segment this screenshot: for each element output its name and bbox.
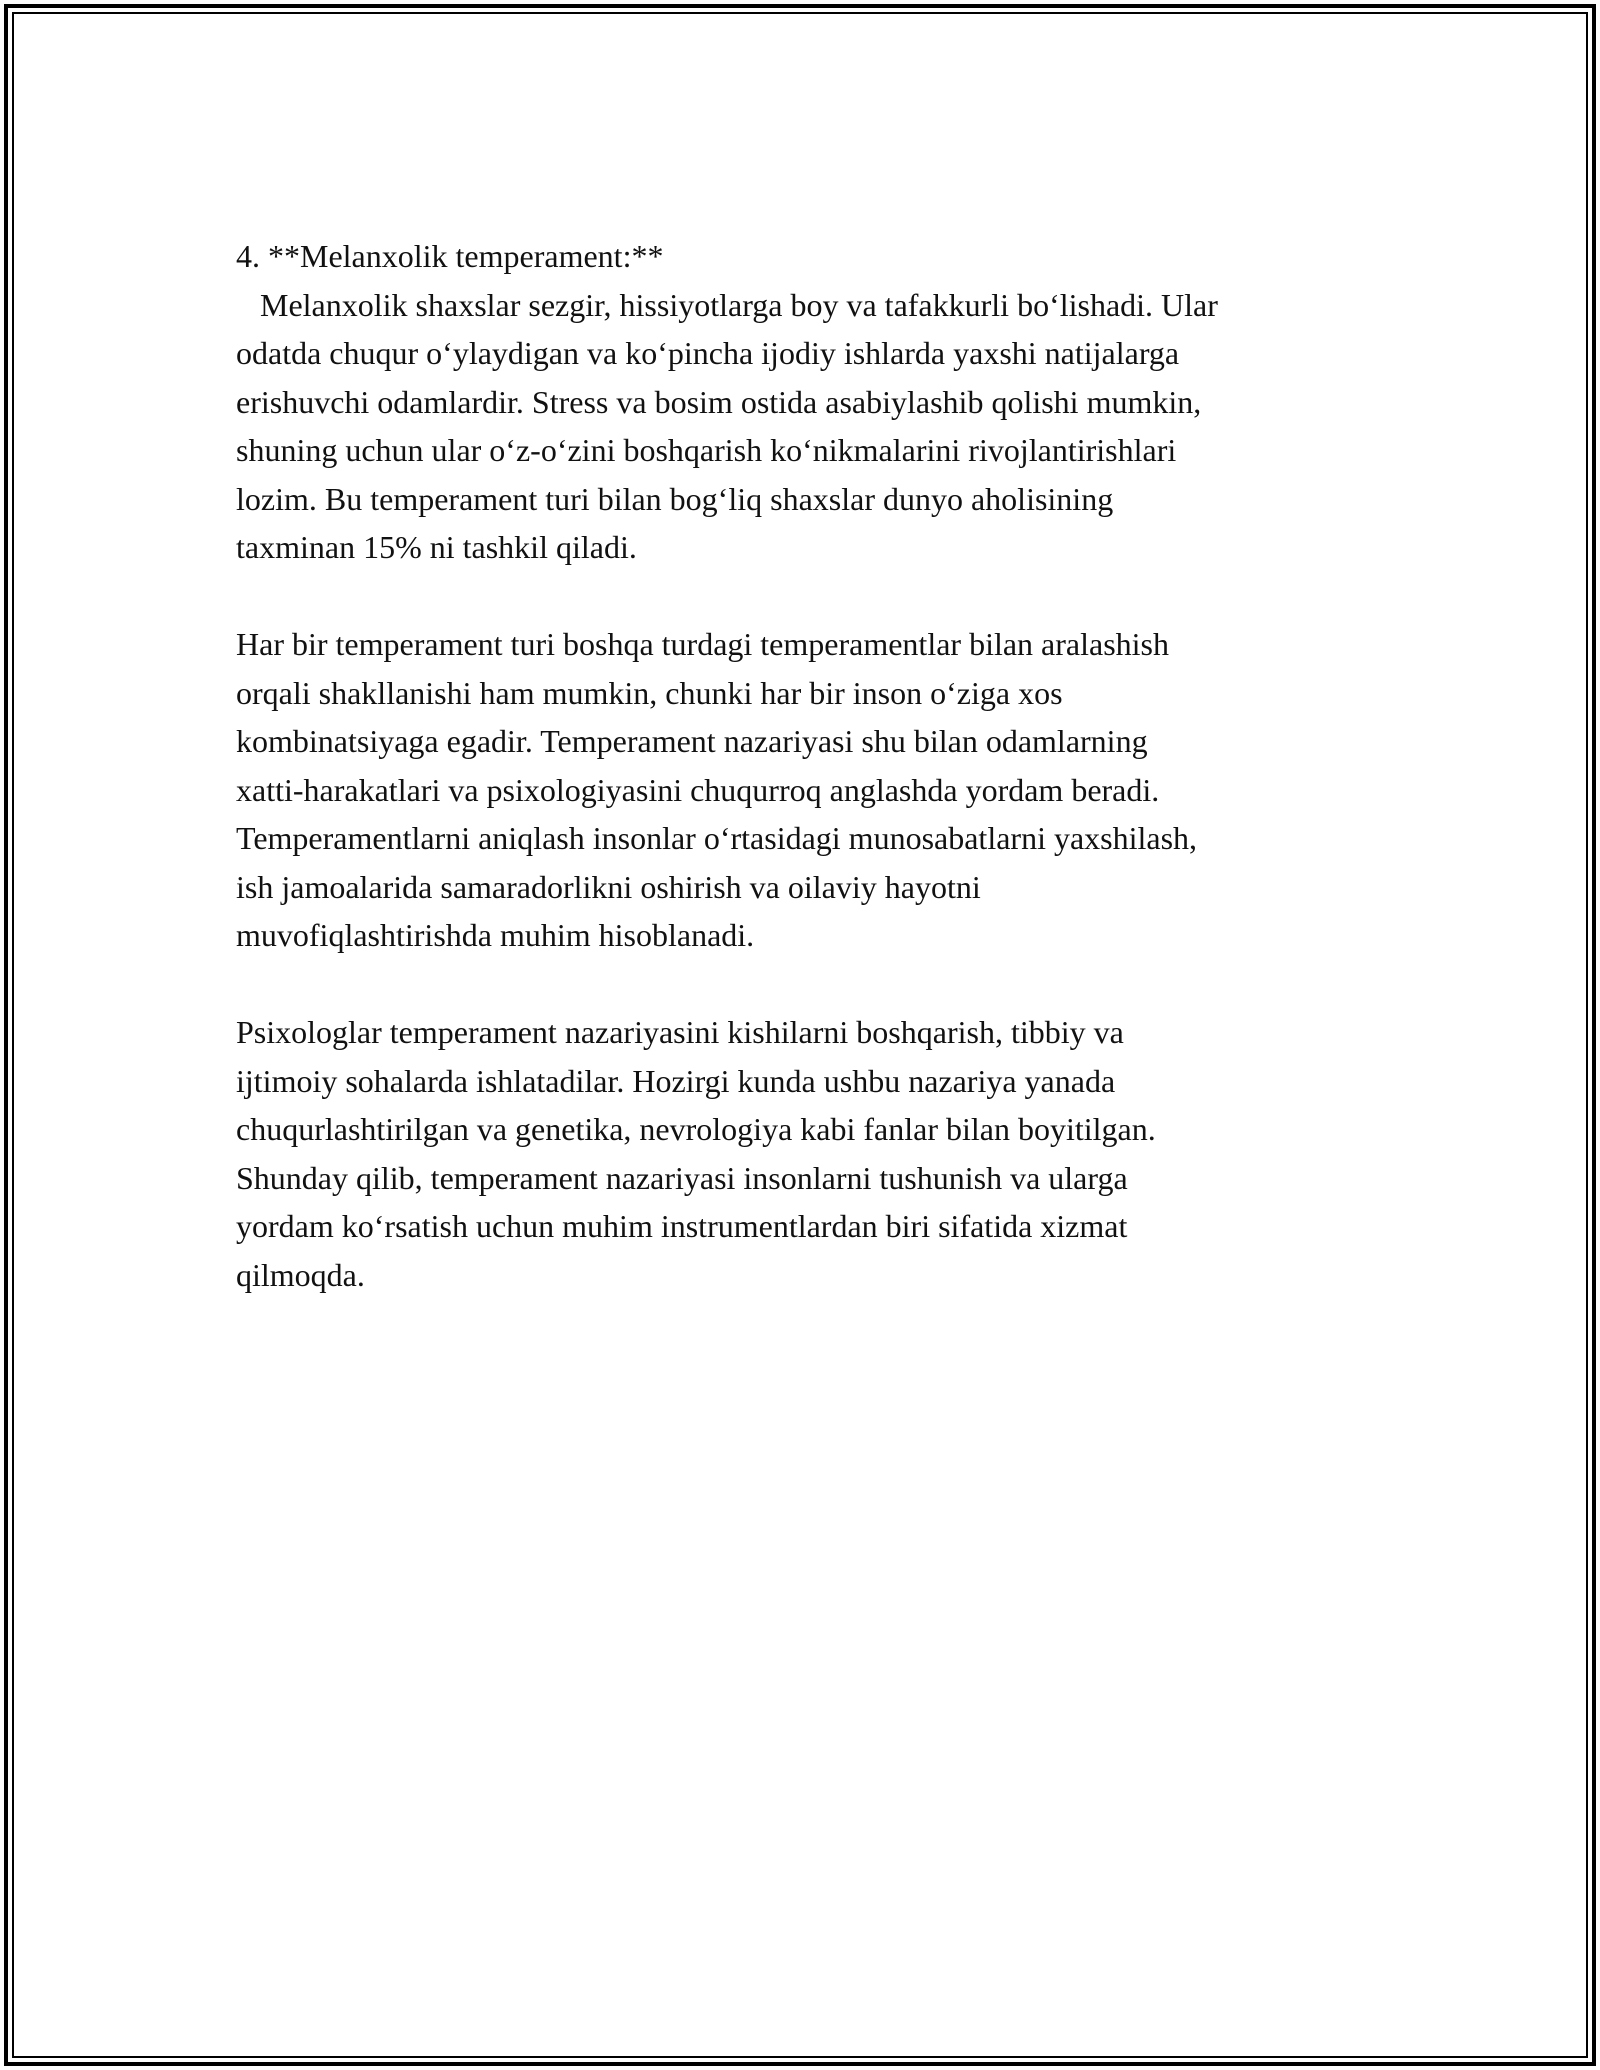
text-line: erishuvchi odamlardir. Stress va bosim ostida asabiylashib qolishi mumkin, bbox=[236, 383, 1202, 420]
text-line: kombinatsiyaga egadir. Temperament nazariyasi shu bilan odamlarning bbox=[236, 723, 1148, 759]
text-line: muvofiqlashtirishda muhim hisoblanadi. bbox=[236, 917, 755, 953]
text-line: ish jamoalarida samaradorlikni oshirish va oilaviy hayotni bbox=[236, 868, 981, 905]
text-line: taxminan 15% ni tashkil qiladi. bbox=[236, 529, 637, 565]
text-line: ijtimoiy sohalarda ishlatadilar. Hozirgi kunda ushbu nazariya yanada bbox=[236, 1062, 1116, 1099]
paragraph-3 bbox=[236, 1008, 1376, 1299]
text-line: Har bir temperament turi boshqa turdagi temperamentlar bilan aralashish bbox=[236, 626, 1169, 662]
text-line: qilmoqda. bbox=[236, 1256, 365, 1293]
text-line: orqali shakllanishi ham mumkin, chunki har bir inson o‘ziga xos bbox=[236, 674, 1063, 711]
paragraph-1 bbox=[236, 281, 1376, 572]
text-line: yordam ko‘rsatish uchun muhim instrumentlardan biri sifatida xizmat bbox=[236, 1208, 1128, 1244]
text-line: xatti-harakatlari va psixologiyasini chuqurroq anglashda yordam beradi. bbox=[236, 771, 1160, 808]
text-line: Melanxolik shaxslar sezgir, hissiyotlarga boy va tafakkurli bo‘lishadi. Ular bbox=[236, 286, 1218, 323]
text-line: lozim. Bu temperament turi bilan bog‘liq shaxslar dunyo aholisining bbox=[236, 480, 1114, 517]
document-body bbox=[236, 232, 1376, 1348]
text-line: Temperamentlarni aniqlash insonlar o‘rtasidagi munosabatlarni yaxshilash, bbox=[236, 820, 1198, 856]
text-line: odatda chuqur o‘ylaydigan va ko‘pincha ijodiy ishlarda yaxshi natijalarga bbox=[236, 335, 1180, 371]
text-line: Shunday qilib, temperament nazariyasi insonlarni tushunish va ularga bbox=[236, 1159, 1128, 1196]
paragraph-2 bbox=[236, 620, 1376, 960]
text-line: chuqurlashtirilgan va genetika, nevrologiya kabi fanlar bilan boyitilgan. bbox=[236, 1111, 1156, 1147]
text-line: shuning uchun ular o‘z-o‘zini boshqarish ko‘nikmalarini rivojlantirishlari bbox=[236, 432, 1177, 468]
section-block-melanxolik bbox=[236, 232, 1376, 572]
text-line: Psixologlar temperament nazariyasini kishilarni boshqarish, tibbiy va bbox=[236, 1014, 1124, 1050]
section-heading: 4. **Melanxolik temperament:** bbox=[236, 238, 664, 274]
